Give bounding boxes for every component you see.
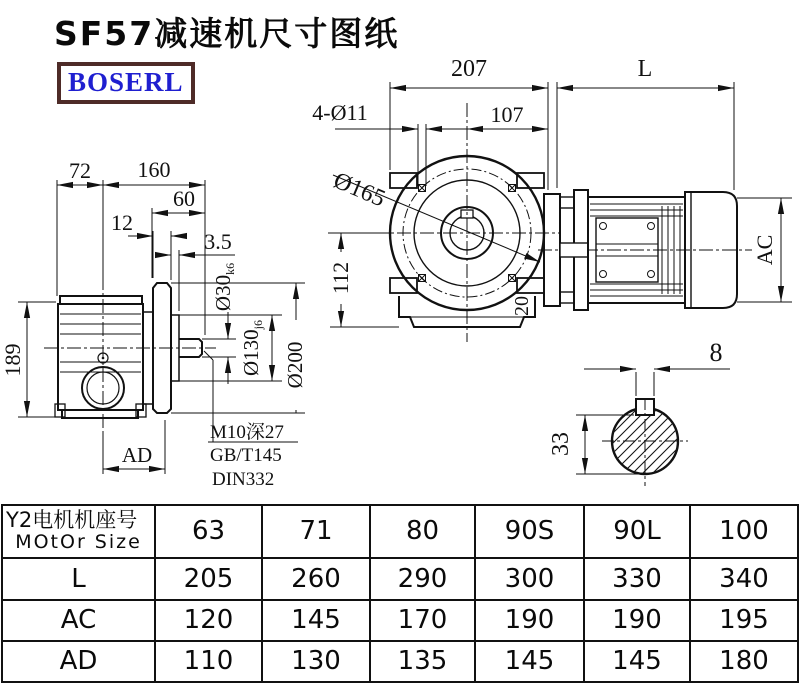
dim-189: 189: [0, 343, 25, 377]
table-header-cn: Y2电机机座号: [6, 508, 138, 533]
table-row-AD: [2, 641, 798, 682]
dim-shaft-dia: Ø30k6: [211, 262, 237, 312]
dim-12: 12: [111, 210, 133, 235]
table-cell: 120: [155, 600, 262, 640]
table-row-L: [2, 558, 798, 600]
table-cell: 110: [155, 641, 262, 682]
side-view: [0, 157, 307, 490]
table-cell: 190: [584, 600, 690, 640]
table-col-90S: 90S: [475, 505, 584, 558]
dim-3-5: 3.5: [204, 229, 232, 254]
table-cell: 300: [475, 558, 584, 600]
table-header-motor-size: [2, 505, 155, 558]
table-cell: 330: [584, 558, 690, 600]
motor-size-table: [1, 504, 799, 683]
table-cell: 340: [690, 558, 798, 600]
table-col-90L: 90L: [584, 505, 690, 558]
row-label-L: L: [2, 558, 155, 600]
table-col-100: 100: [690, 505, 798, 558]
dim-bolt-holes: 4-Ø11: [312, 100, 368, 125]
dim-ac: AC: [752, 234, 777, 266]
dim-flange-dia: Ø200: [283, 341, 307, 389]
table-cell: 180: [690, 641, 798, 682]
dim-160: 160: [137, 157, 171, 182]
table-col-71: 71: [262, 505, 370, 558]
brand-logo-text: BOSERL: [68, 67, 184, 97]
note-thread: M10深27: [210, 422, 284, 443]
table-header-en: MOtOr Size: [15, 531, 142, 554]
table-cell: 130: [262, 641, 370, 682]
dim-L: L: [637, 56, 653, 82]
dim-bolt-circle: Ø165: [329, 167, 389, 213]
table-cell: 170: [370, 600, 475, 640]
table-cell: 145: [584, 641, 690, 682]
dim-112: 112: [328, 261, 353, 295]
shaft-section-view: [548, 338, 730, 526]
table-col-80: 80: [370, 505, 475, 558]
shaft-section-dim-labels: [548, 338, 723, 456]
shaft-section-dimensions: [576, 369, 730, 474]
dim-72: 72: [69, 158, 91, 183]
note-din: DIN332: [212, 469, 275, 490]
table-header-row: [2, 505, 798, 558]
dim-ad: AD: [121, 443, 153, 467]
table-cell: 145: [262, 600, 370, 640]
table-cell: 260: [262, 558, 370, 600]
table-cell: 205: [155, 558, 262, 600]
page-title: SF57减速机尺寸图纸: [54, 14, 400, 53]
dim-207: 207: [451, 56, 487, 82]
dim-key-width: 8: [709, 338, 723, 367]
table-col-63: 63: [155, 505, 262, 558]
dim-20: 20: [511, 296, 533, 316]
dim-33: 33: [548, 432, 574, 456]
table-cell: 135: [370, 641, 475, 682]
table-cell: 290: [370, 558, 475, 600]
row-label-AC: AC: [2, 600, 155, 640]
front-view: [312, 56, 792, 342]
note-standard: GB/T145: [210, 445, 282, 466]
dim-pilot-dia: Ø130j6: [239, 319, 265, 377]
side-view-body: [55, 296, 153, 418]
table-cell: 190: [475, 600, 584, 640]
dim-107: 107: [490, 102, 524, 127]
table-cell: 195: [690, 600, 798, 640]
table-row-AC: [2, 600, 798, 640]
dim-60: 60: [173, 186, 195, 211]
table-cell: 145: [475, 641, 584, 682]
row-label-AD: AD: [2, 641, 155, 682]
